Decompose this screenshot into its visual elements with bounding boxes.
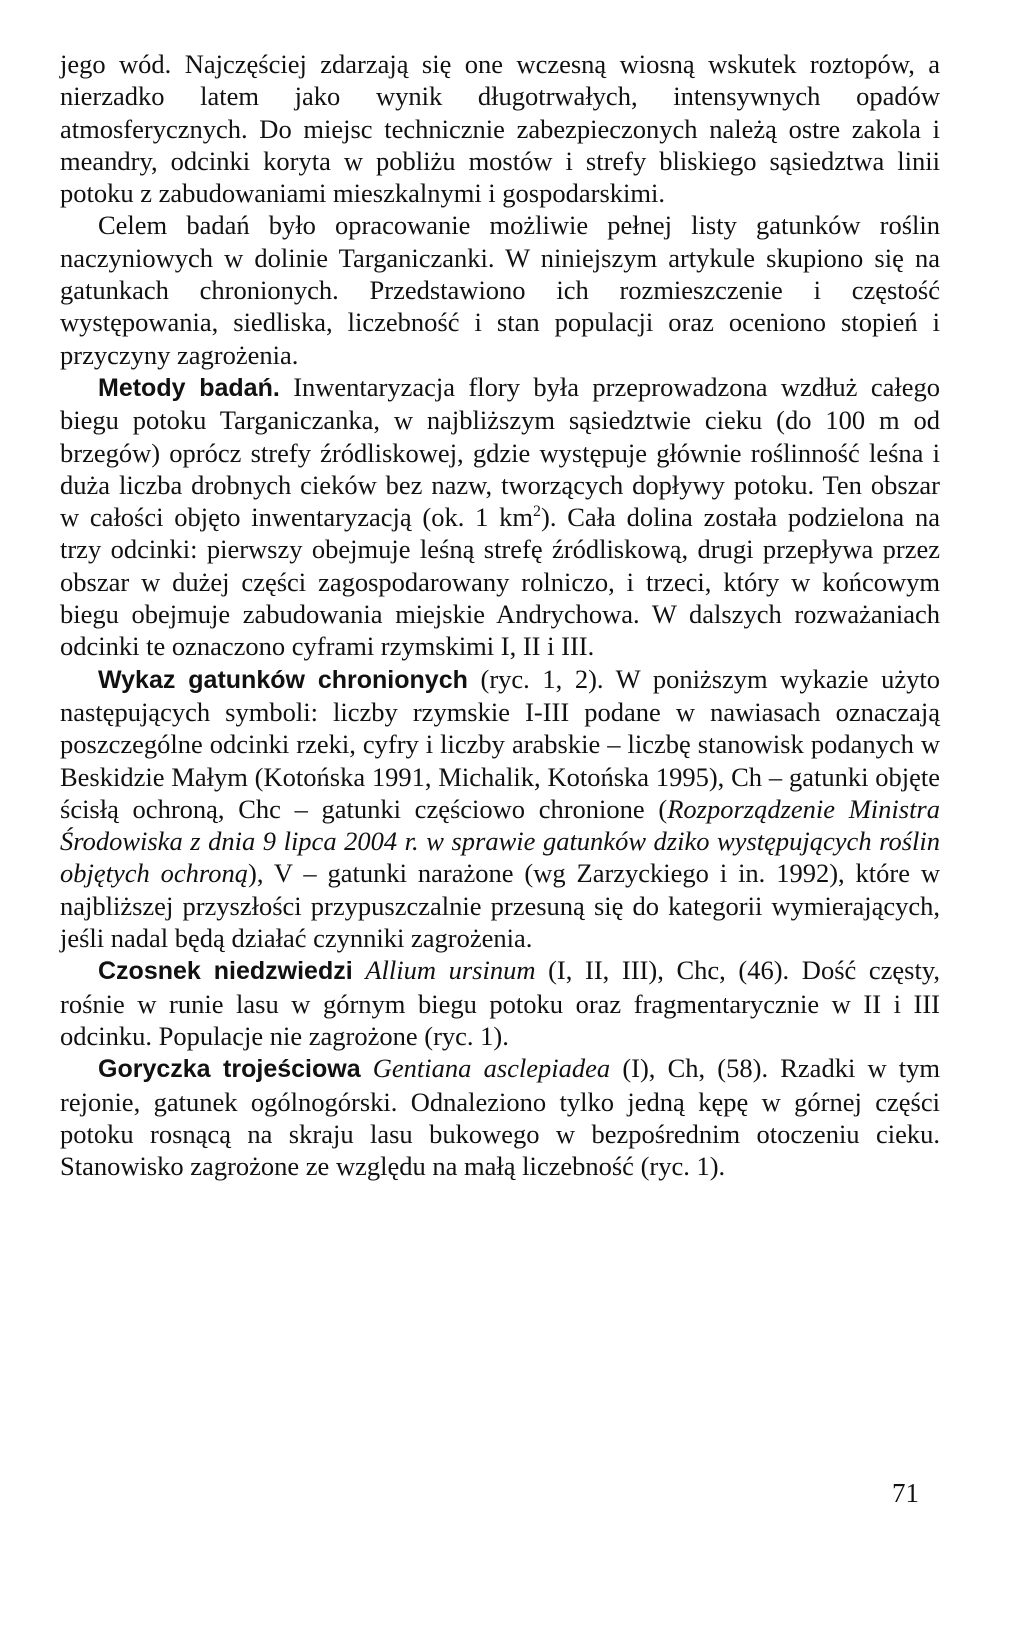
methods-heading: Metody badań. (98, 373, 280, 402)
regulation-title: Rozporządzenie Ministra Środowiska z dnia 9 lipca 2004 r. w sprawie gatunków dziko występujących roślin objętych ochroną (60, 793, 940, 889)
species-list-text-b: ), V – gatunki narażone (wg Zarzyckiego i in. 1992), które w najbliższej przyszłości przypuszczalnie przesuną się do kategorii wymierających, jeśli nadal będą działać czynniki zagrożenia. (60, 858, 940, 954)
allium-common-name: Czosnek niedzwiedzi (98, 957, 353, 986)
paragraph-species-list (60, 663, 940, 955)
paragraph-allium (60, 954, 940, 1052)
gentiana-text: (I), Ch, (58). Rzadki w tym rejonie, gatunek ogólnogórski. Odnaleziono tylko jedną kępę w górnej części potoku rosnącą na skraju lasu bukowego w bezpośrednim otoczeniu cieku. Stanowisko zagrożone ze względu na małą liczebność (ryc. 1). (60, 1053, 941, 1182)
gentiana-latin-name: Gentiana asclepiadea (372, 1053, 611, 1084)
paragraph-gentiana (60, 1052, 940, 1182)
page-body (60, 48, 940, 1182)
page-number: 71 (892, 1478, 919, 1508)
species-list-text-a: (ryc. 1, 2). W poniższym wykazie użyto następujących symboli: liczby rzymskie I-III podane w nawiasach oznaczają poszczególne odcinki rzeki, cyfry i liczby arabskie – liczbę stanowisk podanych w Beskidzie Małym (Kotońska 1991, Michalik, Kotońska 1995), Ch – gatunki objęte ścisłą ochroną, Chc – gatunki częściowo chronione ( (60, 663, 940, 824)
allium-latin-name: Allium ursinum (365, 955, 536, 986)
paragraph-2-text: Celem badań było opracowanie możliwie pełnej listy gatunków roślin naczyniowych w dolinie Targaniczanki. W niniejszym artykule skupiono się na gatunkach chronionych. Przedstawiono ich rozmieszczenie i częstość występowania, siedliska, liczebność i stan populacji oraz oceniono stopień i przyczyny zagrożenia. (60, 210, 940, 370)
gentiana-common-name: Goryczka trojeściowa (98, 1055, 361, 1084)
paragraph-1-text: jego wód. Najczęściej zdarzają się one wczesną wiosną wskutek roztopów, a nierzadko latem jako wynik długotrwałych, intensywnych opadów atmosferycznych. Do miejsc technicznie zabezpieczonych należą ostre zakola i meandry, odcinki koryta w pobliżu mostów i strefy bliskiego sąsiedztwa linii potoku z zabudowaniami mieszkalnymi i gospodarskimi. (60, 49, 940, 209)
methods-superscript: 2 (533, 503, 541, 521)
paragraph-methods (60, 371, 940, 663)
methods-text-a: Inwentaryzacja flory była przeprowadzona wzdłuż całego biegu potoku Targaniczanka, w najbliższym sąsiedztwie cieku (do 100 m od brzegów) oprócz strefy źródliskowej, gdzie występuje głównie roślinność leśna i duża liczba drobnych cieków bez nazw, tworzących dopływy potoku. Ten obszar w całości objęto inwentaryzacją (ok. 1 km (60, 371, 940, 533)
allium-text: (I, II, III), Chc, (46). Dość częsty, rośnie w runie lasu w górnym biegu potoku oraz fragmentarycznie w II i III odcinku. Populacje nie zagrożone (ryc. 1). (60, 955, 941, 1051)
methods-text-b: ). Cała dolina została podzielona na trzy odcinki: pierwszy obejmuje leśną strefę źródliskową, drugi przepływa przez obszar w dużej części zagospodarowany rolniczo, i trzeci, który w końcowym biegu obejmuje zabudowania miejskie Andrychowa. W dalszych rozważaniach odcinki te oznaczono cyframi rzymskimi I, II i III. (60, 502, 940, 662)
paragraph-1 (60, 48, 940, 209)
species-list-heading: Wykaz gatunków chronionych (98, 665, 468, 694)
paragraph-2 (60, 209, 940, 370)
